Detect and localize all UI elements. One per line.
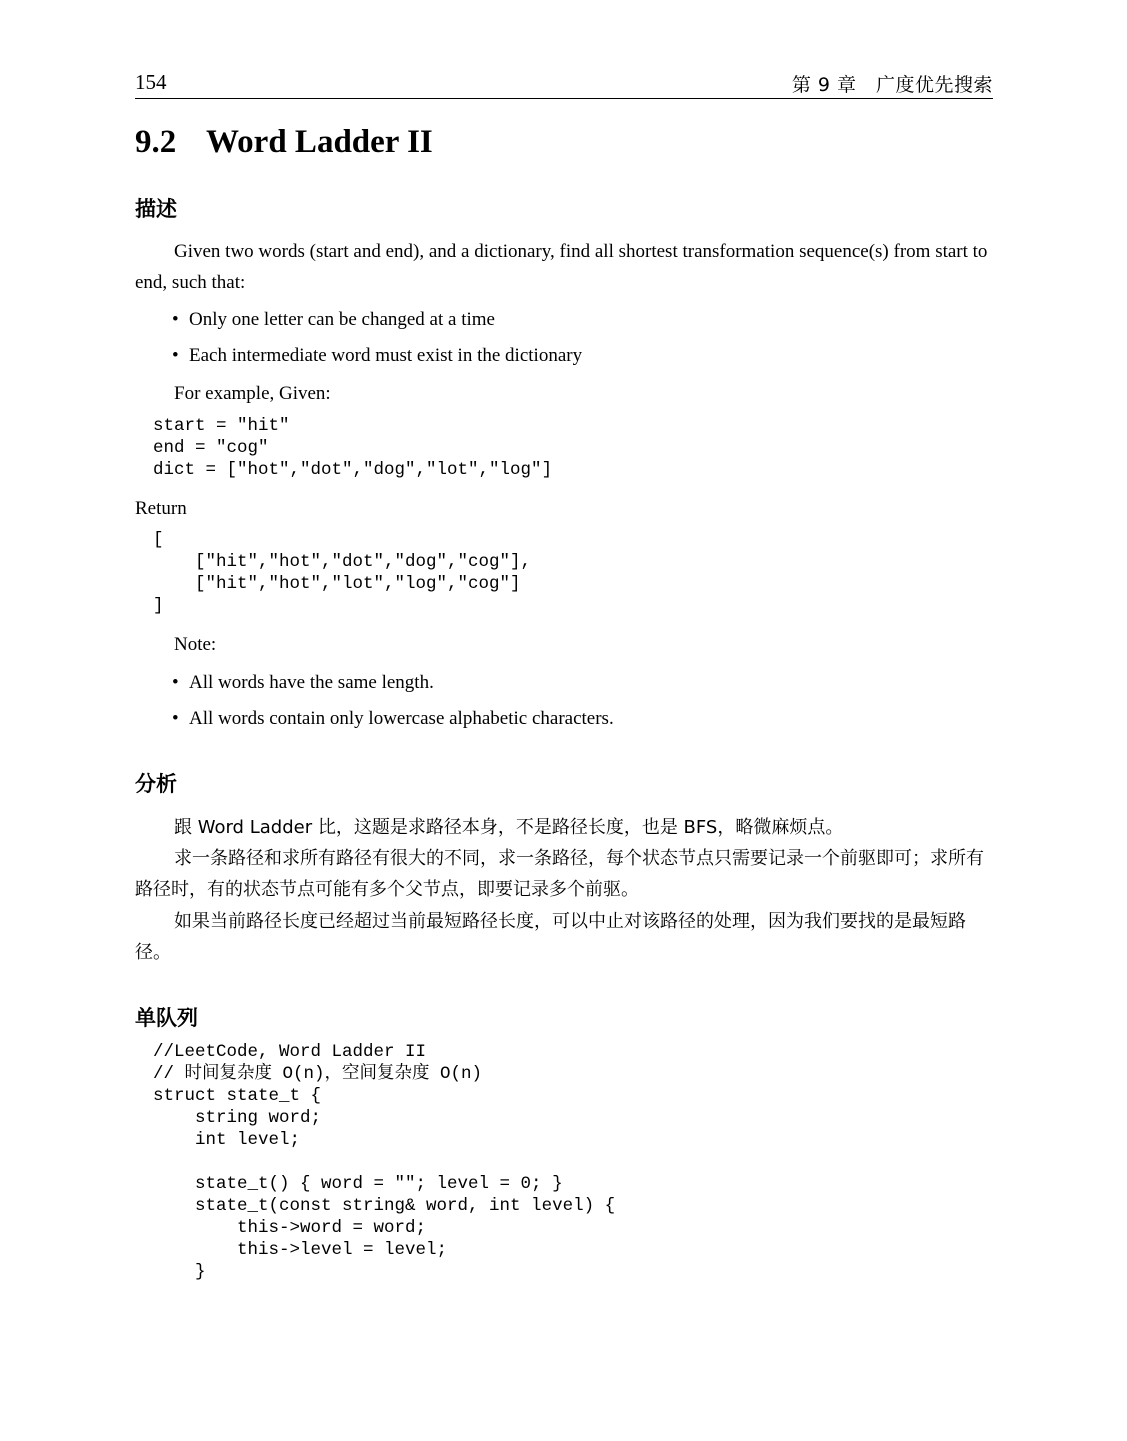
code-line: this->level = level; — [153, 1240, 448, 1260]
code-line: dict = ["hot","dot","dog","lot","log"] — [153, 460, 553, 480]
single-queue-heading: 单队列 — [135, 1006, 198, 1030]
bullet-icon: • — [172, 672, 179, 693]
description-heading: 描述 — [135, 197, 177, 221]
solution-code-block — [153, 1041, 615, 1283]
code-line: ] — [153, 596, 164, 616]
bullet-icon: • — [172, 345, 179, 366]
code-line: ["hit","hot","lot","log","cog"] — [153, 574, 521, 594]
rule-text: Each intermediate word must exist in the dictionary — [189, 345, 583, 366]
analysis-paragraph: 跟 Word Ladder 比，这题是求路径本身，不是路径长度，也是 BFS，略微麻烦点。 — [174, 817, 844, 838]
bullet-icon: • — [172, 708, 179, 729]
code-line: // 时间复杂度 O(n)，空间复杂度 O(n) — [153, 1064, 483, 1084]
running-header — [135, 68, 993, 99]
chapter-title: 第 9 章 广度优先搜索 — [791, 74, 993, 96]
code-line — [153, 1151, 615, 1173]
note-text: All words have the same length. — [189, 672, 434, 693]
note-item — [172, 708, 614, 730]
description-intro: Given two words (start and end), and a dictionary, find all shortest transformation sequence(s) from start to end, such that: — [135, 241, 988, 293]
section-title — [135, 124, 433, 161]
code-line: this->word = word; — [153, 1218, 427, 1238]
code-line: struct state_t { — [153, 1086, 322, 1106]
code-line: int level; — [153, 1130, 301, 1150]
note-label: Note: — [174, 634, 217, 655]
note-text: All words contain only lowercase alphabetic characters. — [189, 708, 614, 729]
section-name: Word Ladder II — [206, 124, 433, 160]
return-label: Return — [135, 498, 187, 519]
code-line: end = "cog" — [153, 438, 269, 458]
code-line: //LeetCode, Word Ladder II — [153, 1042, 427, 1062]
note-item — [172, 672, 434, 694]
code-line: } — [153, 1262, 206, 1282]
section-number: 9.2 — [135, 124, 177, 160]
code-line: state_t() { word = ""; level = 0; } — [153, 1174, 563, 1194]
page-number: 154 — [135, 70, 167, 94]
code-line: state_t(const string& word, int level) { — [153, 1196, 616, 1216]
analysis-paragraph: 求一条路径和求所有路径有很大的不同，求一条路径，每个状态节点只需要记录一个前驱即可；求所有路径时，有的状态节点可能有多个父节点，即要记录多个前驱。 — [135, 848, 984, 900]
rule-text: Only one letter can be changed at a time — [189, 309, 495, 330]
example-code-block — [153, 415, 552, 481]
code-line: ["hit","hot","dot","dog","cog"], — [153, 552, 532, 572]
analysis-heading: 分析 — [135, 772, 177, 796]
code-line: [ — [153, 530, 164, 550]
bullet-icon: • — [172, 309, 179, 330]
analysis-paragraph: 如果当前路径长度已经超过当前最短路径长度，可以中止对该路径的处理，因为我们要找的是最短路径。 — [135, 911, 966, 963]
rule-item — [172, 345, 582, 367]
code-line: string word; — [153, 1108, 322, 1128]
return-code-block — [153, 529, 531, 617]
example-label: For example, Given: — [174, 383, 331, 404]
rule-item — [172, 309, 495, 331]
code-line: start = "hit" — [153, 416, 290, 436]
